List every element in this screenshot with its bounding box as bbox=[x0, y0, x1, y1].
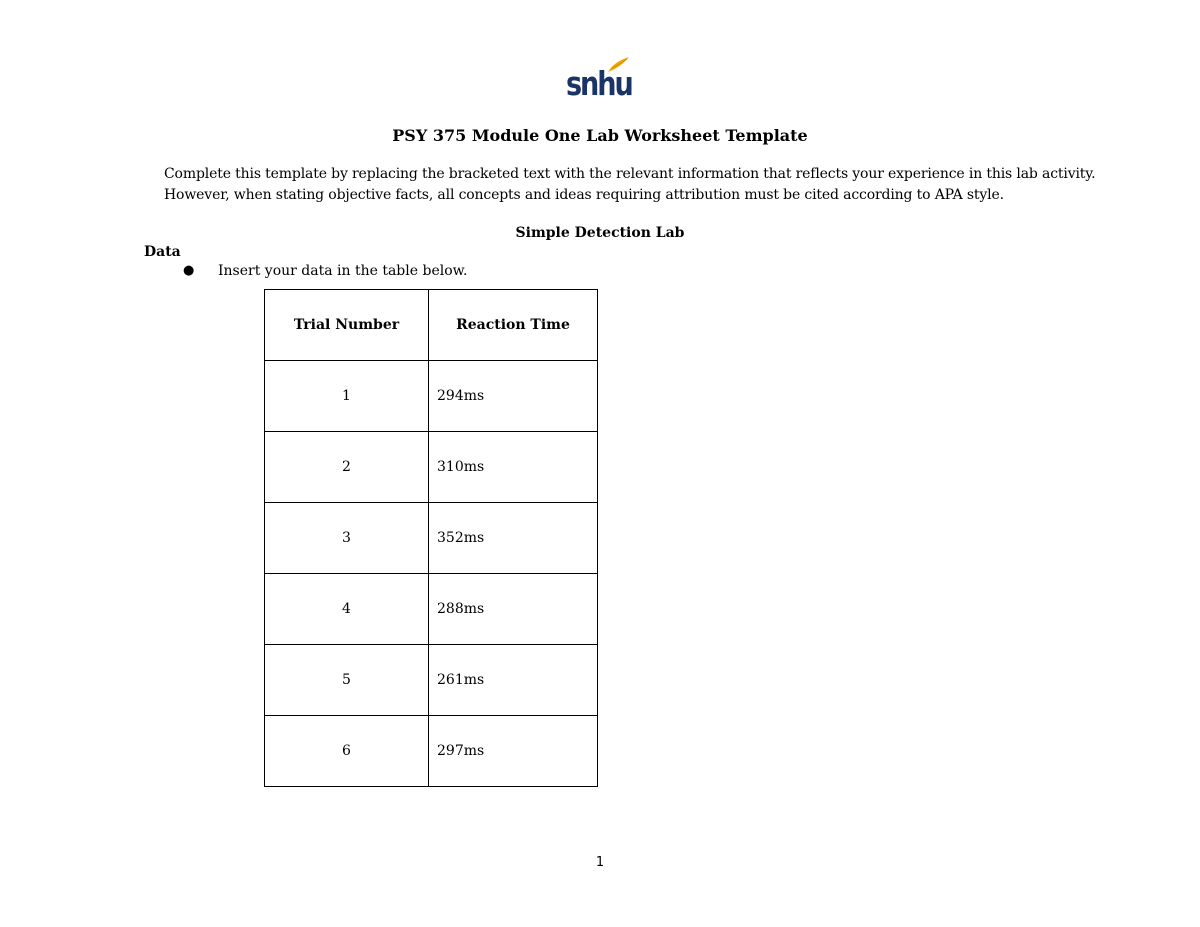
time-cell bbox=[429, 574, 598, 645]
trial-cell: 5 bbox=[265, 645, 429, 716]
leaf-icon bbox=[606, 56, 630, 74]
time-value: 288ms bbox=[437, 601, 485, 617]
table-header-row bbox=[265, 290, 598, 361]
trial-cell: 4 bbox=[265, 574, 429, 645]
time-value: 261ms bbox=[437, 672, 485, 688]
data-heading: Data bbox=[144, 244, 181, 260]
table-row bbox=[265, 716, 598, 787]
document-title: PSY 375 Module One Lab Worksheet Template bbox=[392, 126, 808, 145]
time-value: 297ms bbox=[437, 743, 485, 759]
table-row bbox=[265, 574, 598, 645]
data-table bbox=[264, 289, 598, 787]
snhu-logo bbox=[566, 56, 632, 104]
page-number: 1 bbox=[595, 855, 605, 870]
time-value: 310ms bbox=[437, 459, 485, 475]
table-row bbox=[265, 645, 598, 716]
time-cell bbox=[429, 716, 598, 787]
time-value: 352ms bbox=[437, 530, 485, 546]
table-row bbox=[265, 432, 598, 503]
bullet-text: Insert your data in the table below. bbox=[218, 263, 468, 279]
header-reaction-time: Reaction Time bbox=[429, 290, 598, 361]
table-row bbox=[265, 361, 598, 432]
time-value: 294ms bbox=[437, 388, 485, 404]
time-cell bbox=[429, 503, 598, 574]
trial-cell: 1 bbox=[265, 361, 429, 432]
time-cell bbox=[429, 645, 598, 716]
trial-cell: 2 bbox=[265, 432, 429, 503]
instructions bbox=[164, 164, 1124, 205]
instruction-line: Complete this template by replacing the bracketed text with the relevant information that reflects your experience in this lab activity. bbox=[164, 166, 1096, 182]
logo-wordmark: snhu bbox=[566, 64, 632, 103]
header-trial-number: Trial Number bbox=[265, 290, 429, 361]
table-row bbox=[265, 503, 598, 574]
bullet-icon: ● bbox=[183, 263, 195, 278]
trial-cell: 3 bbox=[265, 503, 429, 574]
time-cell bbox=[429, 432, 598, 503]
trial-cell: 6 bbox=[265, 716, 429, 787]
section-title: Simple Detection Lab bbox=[515, 225, 685, 241]
instruction-line: However, when stating objective facts, all concepts and ideas requiring attribution must be cited according to APA style. bbox=[164, 186, 1004, 203]
time-cell bbox=[429, 361, 598, 432]
